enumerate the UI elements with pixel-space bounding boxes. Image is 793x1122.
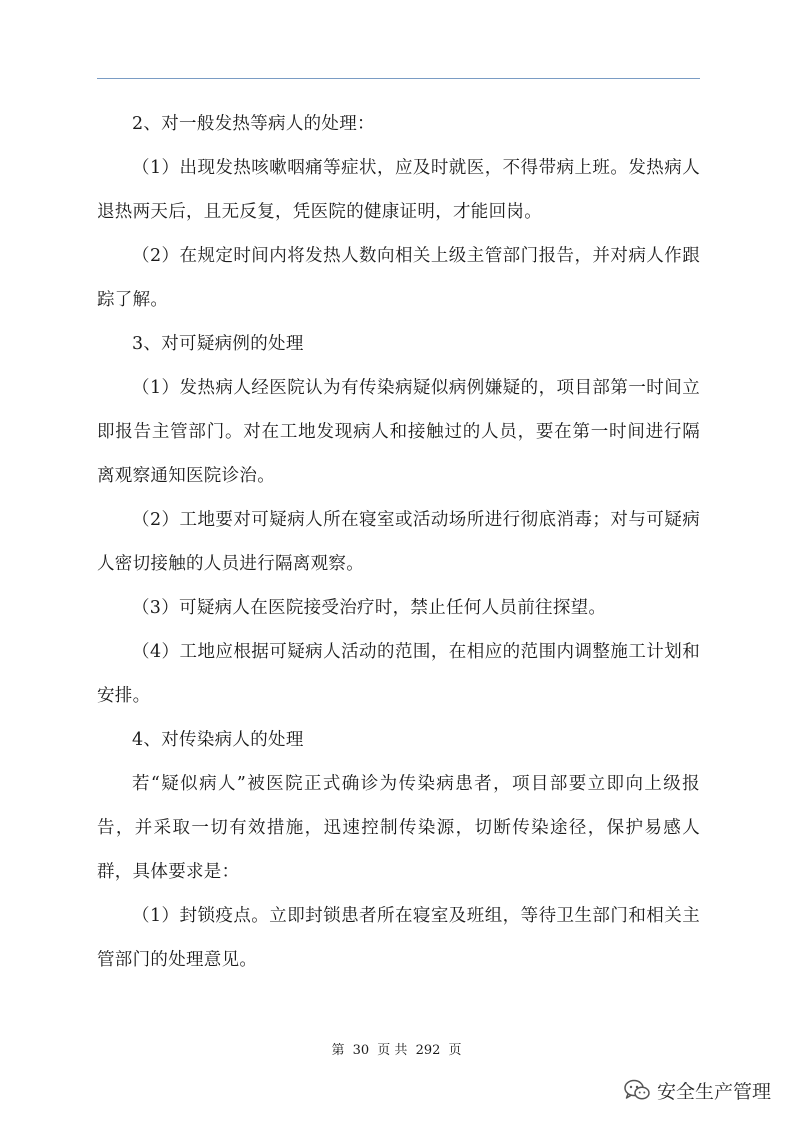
current-page-number: 30 xyxy=(352,1043,370,1058)
paragraph: （1）出现发热咳嗽咽痛等症状，应及时就医，不得带病上班。发热病人退热两天后，且无反复，凭医院的健康证明，才能回岗。 xyxy=(97,158,700,222)
wechat-icon xyxy=(623,1078,651,1102)
paragraph: （1）发热病人经医院认为有传染病疑似病例嫌疑的，项目部第一时间立即报告主管部门。对在工地发现病人和接触过的人员，要在第一时间进行隔离观察通知医院诊治。 xyxy=(97,378,700,486)
footer-mid: 页 共 xyxy=(377,1043,408,1058)
section-heading-2: 2、对一般发热等病人的处理： xyxy=(132,114,375,134)
paragraph: （2）在规定时间内将发热人数向相关上级主管部门报告，并对病人作跟踪了解。 xyxy=(97,246,700,310)
watermark-text: 安全生产管理 xyxy=(656,1080,771,1103)
watermark xyxy=(623,1076,771,1104)
header-rule xyxy=(97,78,700,79)
total-pages-number: 292 xyxy=(415,1043,441,1058)
document-body xyxy=(97,102,700,982)
paragraph: （2）工地要对可疑病人所在寝室或活动场所进行彻底消毒；对与可疑病人密切接触的人员进行隔离观察。 xyxy=(97,510,700,574)
paragraph: （1）封锁疫点。立即封锁患者所在寝室及班组，等待卫生部门和相关主管部门的处理意见。 xyxy=(97,906,700,970)
page-footer xyxy=(0,1041,793,1061)
paragraph: （4）工地应根据可疑病人活动的范围，在相应的范围内调整施工计划和安排。 xyxy=(97,642,700,706)
paragraph: 若“疑似病人”被医院正式确诊为传染病患者，项目部要立即向上级报告，并采取一切有效措施，迅速控制传染源，切断传染途径，保护易感人群，具体要求是： xyxy=(97,774,700,882)
paragraph: （3）可疑病人在医院接受治疗时，禁止任何人员前往探望。 xyxy=(132,598,607,618)
footer-prefix: 第 xyxy=(331,1043,345,1058)
footer-suffix: 页 xyxy=(448,1043,462,1058)
section-heading-3: 3、对可疑病例的处理 xyxy=(132,334,304,354)
section-heading-4: 4、对传染病人的处理 xyxy=(132,730,304,750)
